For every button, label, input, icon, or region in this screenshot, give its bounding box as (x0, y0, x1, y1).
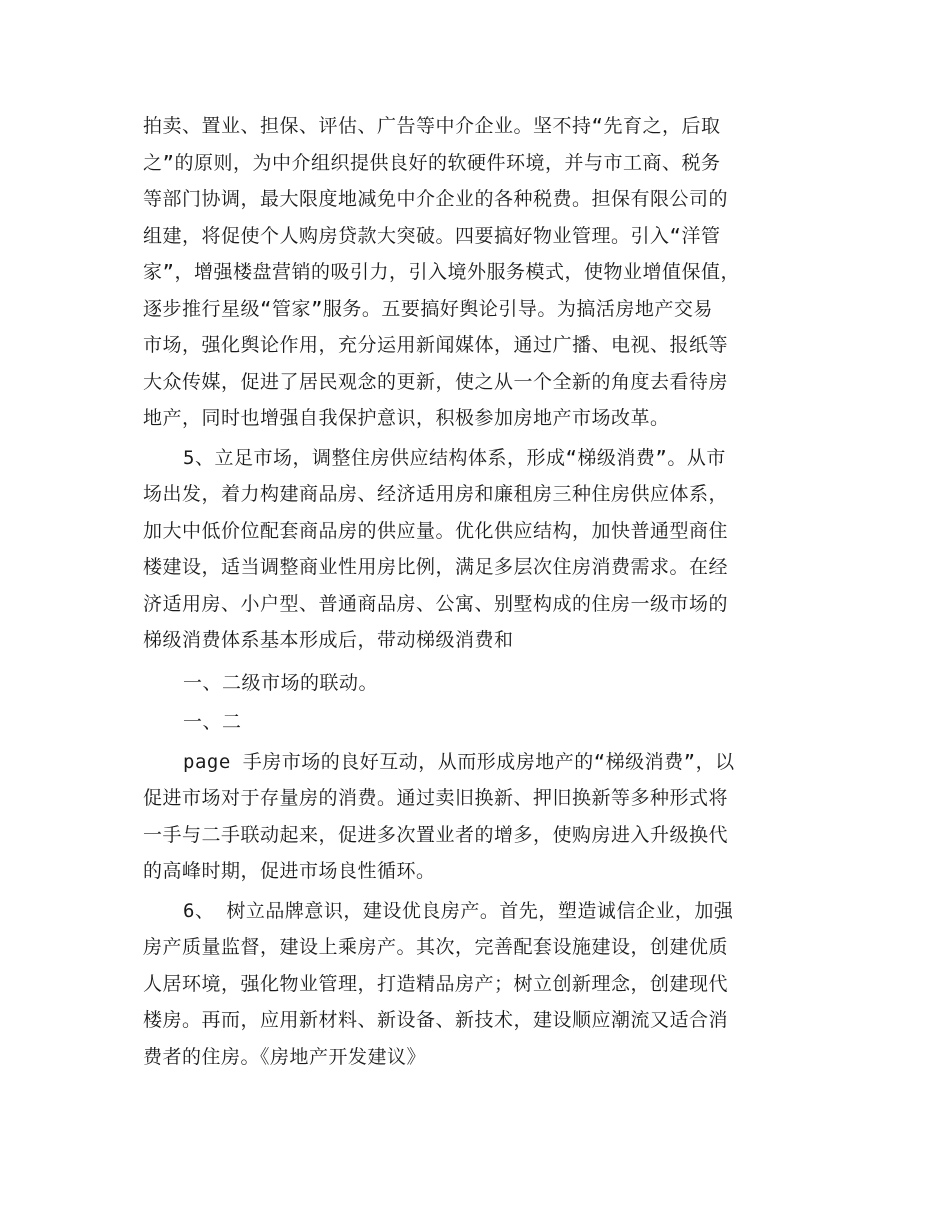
paragraph (143, 108, 813, 437)
paragraph-page (143, 744, 813, 890)
text-line: 5、立足市场，调整住房供应结构体系，形成“梯级消费”。从市 (183, 446, 726, 469)
text-line: 的高峰时期，促进市场良性循环。 (143, 860, 436, 882)
text-line: 梯级消费体系基本形成后，带动梯级消费和 (143, 629, 514, 651)
text-line: 一手与二手联动起来，促进多次置业者的增多，使购房进入升级换代 (143, 823, 729, 846)
text-line: 等部门协调，最大限度地减免中介企业的各种税费。担保有限公司的 (143, 188, 729, 210)
text-line: 加大中低价位配套商品房的供应量。优化供应结构，加快普通型商住 (143, 519, 729, 542)
text-line: 一、二 (183, 711, 242, 733)
body-text (143, 108, 813, 1075)
text-line: 逐步推行星级“管家”服务。五要搞好舆论引导。为搞活房地产交易 (143, 297, 713, 320)
text-line: page 手房市场的良好互动，从而形成房地产的“梯级消费”，以 (183, 750, 735, 773)
text-line: 市场，强化舆论作用，充分运用新闻媒体，通过广播、电视、报纸等 (143, 334, 729, 356)
text-line: 促进市场对于存量房的消费。通过卖旧换新、押旧换新等多种形式将 (143, 787, 729, 809)
paragraph-one-two (143, 704, 813, 741)
text-line: 济适用房、小户型、普通商品房、公寓、别墅构成的住房一级市场的 (143, 592, 729, 615)
paragraph-market-link (143, 665, 813, 702)
text-line: 房产质量监督，建设上乘房产。其次，完善配套设施建设，创建优质 (143, 936, 729, 958)
text-line: 家”，增强楼盘营销的吸引力，引入境外服务模式，使物业增值保值， (143, 261, 740, 283)
text-line: 大众传媒，促进了居民观念的更新，使之从一个全新的角度去看待房 (143, 370, 729, 393)
text-line: 地产，同时也增强自我保护意识，积极参加房地产市场改革。 (143, 407, 670, 429)
text-line: 费者的住房。《房地产开发建议》 (143, 1045, 427, 1068)
paragraph-5 (143, 440, 813, 659)
text-line: 之”的原则，为中介组织提供良好的软硬件环境，并与市工商、税务 (143, 151, 721, 174)
text-line: 楼建设，适当调整商业性用房比例，满足多层次住房消费需求。在经 (143, 556, 729, 578)
text-line: 人居环境，强化物业管理，打造精品房产；树立创新理念，创建现代 (143, 972, 729, 995)
text-line: 一、二级市场的联动。 (183, 671, 379, 694)
text-line: 6、 树立品牌意识，建设优良房产。首先，塑造诚信企业，加强 (183, 899, 734, 922)
text-line: 组建，将促使个人购房贷款大突破。四要搞好物业管理。引入“洋管 (143, 224, 721, 247)
text-line: 楼房。再而，应用新材料、新设备、新技术，建设顺应潮流又适合消 (143, 1009, 729, 1031)
text-line: 拍卖、置业、担保、评估、广告等中介企业。坚不持“先育之，后取 (143, 115, 721, 137)
text-line: 场出发，着力构建商品房、经济适用房和廉租房三种住房供应体系， (143, 483, 729, 505)
paragraph-6 (143, 893, 813, 1076)
